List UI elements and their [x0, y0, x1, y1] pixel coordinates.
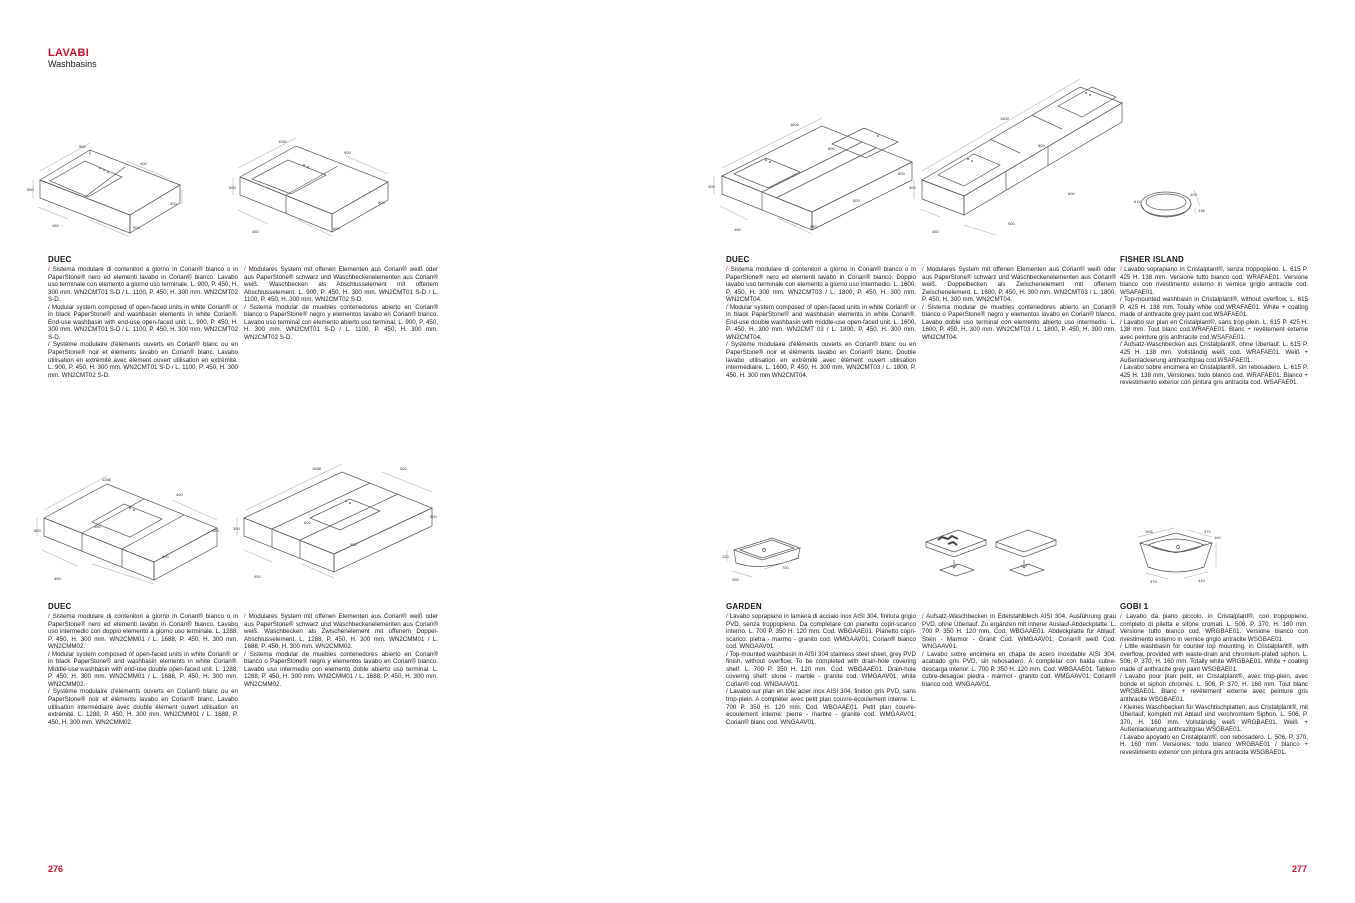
dim-label: 900	[344, 150, 351, 155]
dim-label: 425	[1190, 192, 1197, 197]
dim-label: 500	[378, 200, 385, 205]
dim-label: 120	[722, 554, 729, 559]
dim-label: 370	[1204, 529, 1211, 534]
dim-label: 650	[810, 224, 817, 229]
section-subtitle: Washbasins	[48, 59, 97, 69]
dim-label: 450	[734, 227, 741, 232]
description-text: Lavabo soprapiano in Cristalplant®, senza troppopieno. L. 615 P. 425 H. 138 mm. Versione tutto bianco cod. WRAFAE01. Versione bianco con rivestimento esterno in vernice grigio antracite cod. WSAFAE01. / Top-mounted washbasin in Cristalplant®, without overflow. L. 615 P. 425 H. 138 mm. Totally white cod.WRAFAE01. White + coating made of anthracite grey paint cod.WSAFAE01. / Lavabo sur plan en Cristalplant®, sans trop-plein. L. 615 P. 425 H. 138 mm. Tout blanc cod.WRAFAE01. Blanc + revêtement externe avec peinture gris anthracite cod.WSAFAE01. / Aufsatz-Waschbecken aus Cristalplant®, ohne Überlauf. L. 615 P. 425 H. 138 mm. Vollständig weiß cod. WRAFAE01. Weiß + Außenlackierung anthrazitgrau cod.WSAFAE01. / Lavabo sobre encimera en Cristalplant®, sin rebosadero. L. 615 P. 425 H. 138 mm. Versiones: todo blanco cod. WRAFAE01. Blanco + revestimiento exterior con pintura gris antracita cod. WSAFAE01.	[1120, 266, 1308, 387]
dim-label: 1800	[1000, 116, 1009, 121]
drawing-fisher-island	[1128, 180, 1218, 230]
dim-label: 800	[828, 146, 835, 151]
dim-label: 450	[254, 574, 261, 579]
drawing-garden	[722, 525, 812, 585]
description-column: / Lavabo da piano piccolo, in Cristalplant®, con troppopieno, completo di piletta e sifone cromati. L. 506, P. 370, H. 160 mm. Versione tutto bianco cod. WRGBAE01. Versione bianco con rivestimento esterno in vernice grigio antracite WSGBAE01. / Little washbasin for counter top mounting, in Cristalplant®, with overflow, provided with waste-drain and chromium-plated siphon. L. 506, P. 370, H. 160 mm. Totally white WRGBAE01. White + coating made of anthracite grey paint WSGBAE01. / Lavabo pour plan petit, en Cristalplant®, avec trop-plein, avec bonde et siphon chromés. L. 506, P. 370, H. 160 mm. Tout blanc WRGBAE01. Blanc + revêtement externe avec peinture gris anthracite WSGBAE01. / Kleines Waschbecken für Waschtischplatten, aus Cristalplant®, mit Überlauf, komplett mit Ablauf und verchromtem Siphon. L. 506, P. 370, H. 160 mm. Vollständig weiß WRGBAE01. Weiß + Außenlackierung anthrazitgrau WSGBAE01. / Lavabo apoyado en Cristalplant®, con rebosadero. L. 506, P. 370, H. 160 mm. Versiones: todo blanco WRGBAE01 / blanco + revestimiento exterior con pintura gris antracita WSGBAE01.	[1120, 613, 1308, 756]
description-column: / Modulares System mit offenen Elementen aus Corian® weiß oder aus PaperStone® schwarz und Waschbeckenelementen aus Corian® weiß. Waschbecken als Zwischenelement mit offenem Doppel-Abschlusselement. L. 1288, P. 450, H. 300 mm. WN2CMM01 / L. 1688, P. 450, H. 300 mm. WN2CMM02. / Sistema modular de muebles contenedores abierto en Corian® blanco o PaperStone® negro y elementos lavabo en Corian® blanco. Lavabo uso intermedio con elemento doble abierto uso terminal. L. 1288, P. 450, H. 300 mm. WN2CMM01 / L. 1688, P. 450, H. 300 mm. WN2CMM02.	[244, 613, 438, 688]
dim-label: 500	[34, 528, 41, 533]
dim-label: 800	[898, 171, 905, 176]
description-column: / Sistema modulare di contenitori a giorno in Corian® bianco o in PaperStone® nero ed elementi lavabo in Corian® bianco. Lavabo uso terminale con elemento a giorno uso terminale. L. 900, P. 450, H. 300 mm. WN2CMT01 S-D / L. 1100, P. 450, H. 300 mm. WN2CMT02 S-D. / Modular system composed of open-faced units in white Corian® or in black PaperStone® and washbasin elements in white Corian®. End-use washbasin with end-use open-faced unit. L. 900, P. 450, H. 300 mm. WN2CMT01 S-D / L. 1100, P. 450, H. 300 mm. WN2CMT02 S-D. / Système modulaire d'éléments ouverts en Corian® blanc ou en PaperStone® noir et éléments lavabo en Corian® blanc. Lavabo utilisation en extrémité avec élément ouvert utilisation en extrémité. L. 900, P. 450, H. 300 mm. WN2CMT01 S-D / L. 1100, P. 450, H. 300 mm. WN2CMT02 S-D.	[48, 266, 238, 379]
drawing-duec-middle-1288	[32, 470, 232, 585]
product-name-duec: DUEC	[48, 602, 72, 611]
drawing-duec-double-1800	[908, 75, 1133, 240]
drawing-duec-terminal-1100	[228, 132, 398, 242]
dim-label: 900	[133, 225, 140, 230]
dim-label: 300	[170, 201, 177, 206]
drawing-duec-terminal-900	[27, 135, 210, 240]
dim-label: 500	[229, 185, 236, 190]
description-column: / Sistema modulare di contenitori a giorno in Corian® bianco o in PaperStone® nero ed elementi lavabo in Corian® bianco. Lavabo uso intermedio con doppio elemento a giorno uso terminale. L. 1288, P. 450, H. 300 mm. WN2CMM01 / L. 1688, P. 450, H. 300 mm. WN2CMM02. / Modular system composed of open-faced units in white Corian® or in black PaperStone® and washbasin elements in white Corian®. Middle-use washbasin with end-use double open-faced unit. L. 1288, P. 450, H. 300 mm. WN2CMM01 / L. 1688, P. 450, H. 300 mm. WN2CMM02. / Système modulaire d'éléments ouverts en Corian® blanc ou en PaperStone® noir et éléments lavabo en Corian® blanc. Lavabo utilisation intermédiaire avec double élément ouvert utilisation en extrémité. L. 1288, P. 450, H. 300 mm. WN2CMM01 / L. 1688, P. 450, H. 300 mm. WN2CMM02.	[48, 613, 238, 726]
dim-label: 600	[304, 520, 311, 525]
dim-label: 900	[79, 144, 86, 149]
dim-label: 500	[430, 514, 437, 519]
description-text: Lavabo da piano piccolo, in Cristalplant®, con troppopieno, completo di piletta e sifone cromati. L. 506, P. 370, H. 160 mm. Versione tutto bianco cod. WRGBAE01. Versione bianco con rivestimento esterno in vernice grigio antracite WSGBAE01. / Little washbasin for counter top mounting, in Cristalplant®, with overflow, provided with waste-drain and chromium-plated siphon. L. 506, P. 370, H. 160 mm. Totally white WRGBAE01. White + coating made of anthracite grey paint WSGBAE01. / Lavabo pour plan petit, en Cristalplant®, avec trop-plein, avec bonde et siphon chromés. L. 506, P. 370, H. 160 mm. Tout blanc WRGBAE01. Blanc + revêtement externe avec peinture gris anthracite WSGBAE01. / Kleines Waschbecken für Waschtischplatten, aus Cristalplant®, mit Überlauf, komplett mit Ablauf und verchromtem Siphon. L. 506, P. 370, H. 160 mm. Vollständig weiß WRGBAE01. Weiß + Außenlackierung anthrazitgrau WSGBAE01. / Lavabo apoyado en Cristalplant®, con rebosadero. L. 506, P. 370, H. 160 mm. Versiones: todo blanco WRGBAE01 / blanco + revestimiento exterior con pintura gris antracita WSGBAE01.	[1120, 613, 1308, 756]
dim-label: 600	[1068, 191, 1075, 196]
dim-label: 700	[782, 565, 789, 570]
dim-label: 410	[1198, 578, 1205, 583]
dim-label: 300	[708, 184, 715, 189]
description-text: Aufsatz-Waschbecken in Edelstahlblech AISI 304, Ausführung grau PVD, ohne Überlauf. Zu ergänzen mit innerer Auslauf-Abdeckplatte. L. 700 P. 350 H. 120 mm. Cod. WBGAAE01. Abdeckplatte für Ablauf: Stein - Marmor - Granit Cod. WMGAAV01; Corian® weiß Cod. WNGAAV01. / Lavabo sobre encimera en chapa de acero inoxidable AISI 304, acabado gris PVD, sin rebosadero. A completar con balda cubre-descarga interior. L. 700 P. 350 H. 120 mm. Cod. WBGAAE01. Tablero cubre-desagüe: piedra - mármol - granito cod. WMGAAV01; Corian® blanco cod. WNGAAV01.	[922, 613, 1116, 688]
description-text: Modulares System mit offenen Elementen aus Corian® weiß oder aus PaperStone® schwarz und Waschbeckenelementen aus Corian® weiß. Waschbecken als Zwischenelement mit offenem Doppel-Abschlusselement. L. 1288, P. 450, H. 300 mm. WN2CMM01 / L. 1688, P. 450, H. 300 mm. WN2CMM02. / Sistema modular de muebles contenedores abierto en Corian® blanco o PaperStone® negro y elementos lavabo en Corian® blanco. Lavabo uso intermedio con elemento doble abierto uso terminal. L. 1288, P. 450, H. 300 mm. WN2CMM01 / L. 1688, P. 450, H. 300 mm. WN2CMM02.	[244, 613, 438, 688]
dim-label: 450	[52, 223, 59, 228]
description-column: / Modulares System mit offenen Elementen aus Corian® weiß oder aus PaperStone® schwarz und Waschbeckenelementen aus Corian® weiß. Waschbecken als Abschlusselement mit offenem Abschlusselement. L. 900, P. 450, H. 300 mm. WN2CMT01 S-D / L. 1100, P. 450, H. 300 mm. WN2CMT02 S-D. / Sistema modular de muebles contenedores abierto en Corian® blanco o PaperStone® negro y elementos lavabo en Corian® blanco. Lavabo uso terminal con elemento abierto uso terminal. L. 900, P. 450, H. 300 mm. WN2CMT01 S-D / L. 1100, P. 450, H. 300 mm. WN2CMT02 S-D.	[244, 266, 438, 341]
drawing-gobi-1	[1128, 525, 1228, 585]
drawing-duec-middle-1688	[232, 460, 442, 585]
dim-label: 550	[94, 524, 101, 529]
dim-label: 450	[252, 229, 259, 234]
product-name-garden: GARDEN	[726, 602, 762, 611]
dim-label: 550	[27, 187, 34, 192]
product-name-duec: DUEC	[726, 255, 750, 264]
section-title: LAVABI	[48, 47, 90, 59]
dim-label: 600	[853, 198, 860, 203]
product-name-duec: DUEC	[48, 255, 72, 264]
drawing-garden-drain-shelves	[918, 520, 1118, 580]
product-name-gobi-1: GOBI 1	[1120, 602, 1149, 611]
dim-label: 350	[732, 577, 739, 582]
page-number-right: 277	[1292, 864, 1308, 874]
page-number-left: 276	[48, 864, 64, 874]
description-column: / Lavabo soprapiano in lamiera di acciaio inox AISI 304, finitura grigio PVD, senza troppopieno. Da completare con pianetto copri-scarico interno. L. 700 P. 350 H. 120 mm. Cod. WBGAAE01. Pianetto copri-scarico: pietra - marmo - granito cod. WMGAAV01; Corian® bianco cod. WNGAAV01. / Top-mounted washbasin in AISI 304 stainless steel sheet, grey PVD finish, without overflow. To be completed with drain-hole covering shelf. L. 700 P. 350 H. 120 mm. Cod. WBGAAE01. Drain-hole covering shelf: stone - marble - granite cod. WMGAAV01; white Corian® cod. WNGAAV01. / Lavabo sur plan en tôle acier inox AISI 304, finition gris PVD, sans trop-plein. A compléter avec petit plan couvre-écoulement interne. L. 700 P. 350 H. 120 mm. Cod. WBGAAE01. Petit plan couvre-écoulement interne: pierre - marbre - granite cod. WMGAAV01; Corian® blanc cod. WNGAAV01.	[726, 613, 916, 726]
dim-label: 1600	[790, 122, 799, 127]
description-text: Modulares System mit offenen Elementen aus Corian® weiß oder aus PaperStone® schwarz und Waschbeckenelementen aus Corian® weiß. Doppelbecken als Zwischenelement mit offenem Zwischenelement. L. 1600, P. 450, H. 300 mm. WN2CMT03 / L. 1800, P. 450, H. 300 mm. WN2CMT04. / Sistema modular de muebles contenedores abierto en Corian® blanco o PaperStone® negro y elementos lavabo en Corian® blanco. Lavabo doble uso terminal con elemento abierto uso intermedio. L. 1600, P. 450, H. 300 mm. WN2CMT03 / L. 1800, P. 450, H. 300 mm. WN2CMT04.	[922, 266, 1116, 341]
description-text: Lavabo soprapiano in lamiera di acciaio inox AISI 304, finitura grigio PVD, senza troppopieno. Da completare con pianetto copri-scarico interno. L. 700 P. 350 H. 120 mm. Cod. WBGAAE01. Pianetto copri-scarico: pietra - marmo - granito cod. WMGAAV01; Corian® bianco cod. WNGAAV01. / Top-mounted washbasin in AISI 304 stainless steel sheet, grey PVD finish, without overflow. To be completed with drain-hole covering shelf. L. 700 P. 350 H. 120 mm. Cod. WBGAAE01. Drain-hole covering shelf: stone - marble - granite cod. WMGAAV01; white Corian® cod. WNGAAV01. / Lavabo sur plan en tôle acier inox AISI 304, finition gris PVD, sans trop-plein. A compléter avec petit plan couvre-écoulement interne. L. 700 P. 350 H. 120 mm. Cod. WBGAAE01. Petit plan couvre-écoulement interne: pierre - marbre - granite cod. WMGAAV01; Corian® blanc cod. WNGAAV01.	[726, 613, 916, 726]
dim-label: 800	[1038, 143, 1045, 148]
dim-label: 650	[333, 226, 340, 231]
dim-label: 900	[350, 542, 357, 547]
dim-label: 1688	[312, 466, 321, 471]
dim-label: 900	[162, 554, 169, 559]
dim-label: 500	[400, 466, 407, 471]
description-text: Sistema modulare di contenitori a giorno in Corian® bianco o in PaperStone® nero ed elementi lavabo in Corian® bianco. Doppio lavabo uso terminale con elemento a giorno uso intermedio. L. 1600, P. 450, H. 300 mm. WN2CMT03 / L. 1800, P. 450, H. 300 mm. WN2CMT04. / Modular system composed of open-faced units in white Corian® or in black PaperStone® and washbasin elements in white Corian®. End-use double washbasin with middle-use open-faced unit. L. 1600, P. 450, H. 300 mm. WN2CMT 03 / L. 1800, P. 450, H. 300 mm. WN2CMT04. / Système modulaire d'éléments ouverts en Corian® blanc ou en PaperStone® noir et éléments lavabo en Corian® blanc. Double lavabo utilisation en extrémité avec élément ouvert utilisation intermédiaire. L. 1600, P. 450, H. 300 mm. WN2CMT03 / L. 1800, P. 450, H. 300 mm WN2CMT04.	[726, 266, 916, 379]
dim-label: 506	[1146, 529, 1153, 534]
dim-label: 300	[909, 185, 916, 190]
dim-label: 1288	[102, 477, 111, 482]
description-text: Modulares System mit offenen Elementen aus Corian® weiß oder aus PaperStone® schwarz und Waschbeckenelementen aus Corian® weiß. Waschbecken als Abschlusselement mit offenem Abschlusselement. L. 900, P. 450, H. 300 mm. WN2CMT01 S-D / L. 1100, P. 450, H. 300 mm. WN2CMT02 S-D. / Sistema modular de muebles contenedores abierto en Corian® blanco o PaperStone® negro y elementos lavabo en Corian® blanco. Lavabo uso terminal con elemento abierto uso terminal. L. 900, P. 450, H. 300 mm. WN2CMT01 S-D / L. 1100, P. 450, H. 300 mm. WN2CMT02 S-D.	[244, 266, 438, 341]
product-name-fisher-island: FISHER ISLAND	[1120, 255, 1184, 264]
dim-label: 615	[1134, 199, 1141, 204]
description-column: / Modulares System mit offenen Elementen aus Corian® weiß oder aus PaperStone® schwarz und Waschbeckenelementen aus Corian® weiß. Doppelbecken als Zwischenelement mit offenem Zwischenelement. L. 1600, P. 450, H. 300 mm. WN2CMT03 / L. 1800, P. 450, H. 300 mm. WN2CMT04. / Sistema modular de muebles contenedores abierto en Corian® blanco o PaperStone® negro y elementos lavabo en Corian® blanco. Lavabo doble uso terminal con elemento abierto uso intermedio. L. 1600, P. 450, H. 300 mm. WN2CMT03 / L. 1800, P. 450, H. 300 mm. WN2CMT04.	[922, 266, 1116, 341]
dim-label: 160	[1214, 535, 1221, 540]
dim-label: 138	[1198, 208, 1205, 213]
dim-label: 400	[176, 492, 183, 497]
dim-label: 450	[54, 576, 61, 581]
dim-label: 450	[212, 528, 219, 533]
drawing-duec-double-1600	[708, 110, 918, 238]
dim-label: 900	[1008, 221, 1015, 226]
dim-label: 400	[140, 161, 147, 166]
dim-label: 300	[233, 526, 240, 531]
description-text: Sistema modulare di contenitori a giorno in Corian® bianco o in PaperStone® nero ed elementi lavabo in Corian® bianco. Lavabo uso intermedio con doppio elemento a giorno uso terminale. L. 1288, P. 450, H. 300 mm. WN2CMM01 / L. 1688, P. 450, H. 300 mm. WN2CMM02. / Modular system composed of open-faced units in white Corian® or in black PaperStone® and washbasin elements in white Corian®. Middle-use washbasin with end-use double open-faced unit. L. 1288, P. 450, H. 300 mm. WN2CMM01 / L. 1688, P. 450, H. 300 mm. WN2CMM02. / Système modulaire d'éléments ouverts en Corian® blanc ou en PaperStone® noir et éléments lavabo en Corian® blanc. Lavabo utilisation intermédiaire avec double élément ouvert utilisation en extrémité. L. 1288, P. 450, H. 300 mm. WN2CMM01 / L. 1688, P. 450, H. 300 mm. WN2CMM02.	[48, 613, 238, 726]
description-text: Sistema modulare di contenitori a giorno in Corian® bianco o in PaperStone® nero ed elementi lavabo in Corian® bianco. Lavabo uso terminale con elemento a giorno uso terminale. L. 900, P. 450, H. 300 mm. WN2CMT01 S-D / L. 1100, P. 450, H. 300 mm. WN2CMT02 S-D. / Modular system composed of open-faced units in white Corian® or in black PaperStone® and washbasin elements in white Corian®. End-use washbasin with end-use open-faced unit. L. 900, P. 450, H. 300 mm. WN2CMT01 S-D / L. 1100, P. 450, H. 300 mm. WN2CMT02 S-D. / Système modulaire d'éléments ouverts en Corian® blanc ou en PaperStone® noir et éléments lavabo en Corian® blanc. Lavabo utilisation en extrémité avec élément ouvert utilisation en extrémité. L. 900, P. 450, H. 300 mm. WN2CMT01 S-D / L. 1100, P. 450, H. 300 mm. WN2CMT02 S-D.	[48, 266, 238, 379]
dim-label: 1100	[278, 139, 287, 144]
description-column: / Sistema modulare di contenitori a giorno in Corian® bianco o in PaperStone® nero ed elementi lavabo in Corian® bianco. Doppio lavabo uso terminale con elemento a giorno uso intermedio. L. 1600, P. 450, H. 300 mm. WN2CMT03 / L. 1800, P. 450, H. 300 mm. WN2CMT04. / Modular system composed of open-faced units in white Corian® or in black PaperStone® and washbasin elements in white Corian®. End-use double washbasin with middle-use open-faced unit. L. 1600, P. 450, H. 300 mm. WN2CMT 03 / L. 1800, P. 450, H. 300 mm. WN2CMT04. / Système modulaire d'éléments ouverts en Corian® blanc ou en PaperStone® noir et éléments lavabo en Corian® blanc. Double lavabo utilisation en extrémité avec élément ouvert utilisation intermédiaire. L. 1600, P. 450, H. 300 mm. WN2CMT03 / L. 1800, P. 450, H. 300 mm WN2CMT04.	[726, 266, 916, 379]
description-column: / Lavabo soprapiano in Cristalplant®, senza troppopieno. L. 615 P. 425 H. 138 mm. Versione tutto bianco cod. WRAFAE01. Versione bianco con rivestimento esterno in vernice grigio antracite cod. WSAFAE01. / Top-mounted washbasin in Cristalplant®, without overflow. L. 615 P. 425 H. 138 mm. Totally white cod.WRAFAE01. White + coating made of anthracite grey paint cod.WSAFAE01. / Lavabo sur plan en Cristalplant®, sans trop-plein. L. 615 P. 425 H. 138 mm. Tout blanc cod.WRAFAE01. Blanc + revêtement externe avec peinture gris anthracite cod.WSAFAE01. / Aufsatz-Waschbecken aus Cristalplant®, ohne Überlauf. L. 615 P. 425 H. 138 mm. Vollständig weiß cod. WRAFAE01. Weiß + Außenlackierung anthrazitgrau cod.WSAFAE01. / Lavabo sobre encimera en Cristalplant®, sin rebosadero. L. 615 P. 425 H. 138 mm. Versiones: todo blanco cod. WRAFAE01. Blanco + revestimiento exterior con pintura gris antracita cod. WSAFAE01.	[1120, 266, 1308, 387]
dim-label: 450	[932, 229, 939, 234]
dim-label: 370	[1150, 579, 1157, 584]
description-column: / Aufsatz-Waschbecken in Edelstahlblech AISI 304, Ausführung grau PVD, ohne Überlauf. Zu ergänzen mit innerer Auslauf-Abdeckplatte. L. 700 P. 350 H. 120 mm. Cod. WBGAAE01. Abdeckplatte für Ablauf: Stein - Marmor - Granit Cod. WMGAAV01; Corian® weiß Cod. WNGAAV01. / Lavabo sobre encimera en chapa de acero inoxidable AISI 304, acabado gris PVD, sin rebosadero. A completar con balda cubre-descarga interior. L. 700 P. 350 H. 120 mm. Cod. WBGAAE01. Tablero cubre-desagüe: piedra - mármol - granito cod. WMGAAV01; Corian® blanco cod. WNGAAV01.	[922, 613, 1116, 688]
